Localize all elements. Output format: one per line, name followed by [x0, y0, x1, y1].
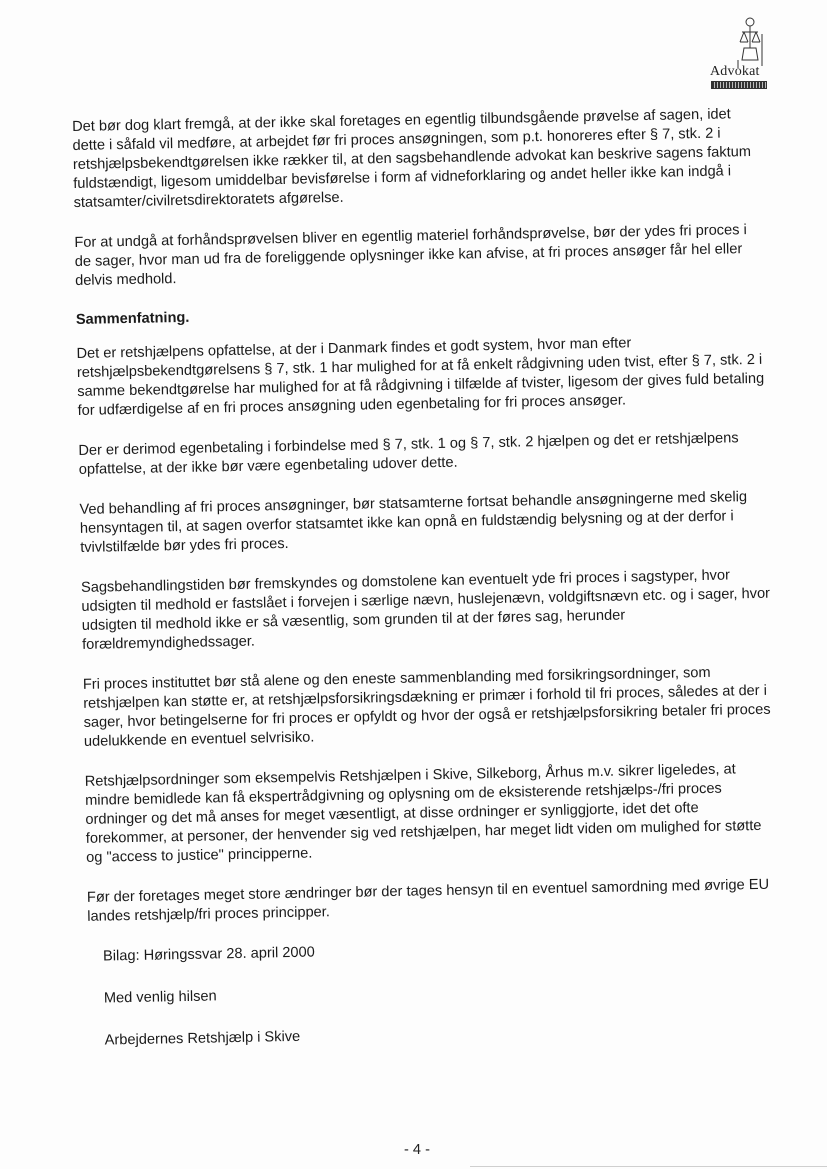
logo-band [711, 81, 767, 89]
footer-rule [470, 1166, 827, 1167]
sender-name: Arbejdernes Retshjælp i Skive [104, 1028, 301, 1049]
body-paragraph: For at undgå at forhåndsprøvelsen bliver en egentlig materiel forhåndsprøvelse, bør der ydes fri proces i de sager, hvor man ud fra de foreliggende oplysninger ikke kan afvise, at fri proces ansøger får hel eller delvis medhold. [74, 222, 747, 289]
summary-paragraph: Det er retshjælpens opfattelse, at der i Danmark findes et godt system, hvor man efter retshjælpsbekendtgørelsens § 7, stk. 1 har mulighed for at få enkelt rådgivning uden tvist, efter § 7, stk. 2 i samme bekendtgørelse har mulighed for at få rådgivning i tilfælde af tvister, ligesom der gives fuld betaling for udfærdigelse af en fri proces ansøgning uden egenbetaling for fri proces ansøger. [76, 335, 765, 419]
closing-greeting: Med venlig hilsen [103, 988, 217, 1007]
section-heading: Sammenfatning. [75, 309, 190, 328]
logo-text: Advokat [710, 64, 760, 79]
summary-paragraph: Der er derimod egenbetaling i forbindelse med § 7, stk. 1 og § 7, stk. 2 hjælpen og det er retshjælpens opfattelse, at der ikke bør være egenbetaling udover dette. [78, 430, 739, 478]
summary-paragraph: Ved behandling af fri proces ansøgninger, bør statsamterne fortsat behandle ansøgningerne med skelig hensyntagen til, at sagen overfor statsamtet ikke kan opnå en fuldstændig belysning og at der derfor i tvivlstilfælde bør ydes fri proces. [79, 489, 748, 556]
summary-paragraph: Sagsbehandlingstiden bør fremskyndes og domstolene kan eventuelt yde fri proces i sagstyper, hvor udsigten til medhold er fastslået i forvejen i særlige nævn, huslejenævn, voldgiftsnævn etc. og i sager, hvor udsigten til medhold ikke er så væsentlig, som grunden til at der føres sag, herunder forældremyndighedssager. [80, 567, 771, 653]
letter-body [72, 105, 780, 1074]
summary-paragraph: Fri proces instituttet bør stå alene og den eneste sammenblanding med forsikringsordninger, som retshjælpen kan støtte er, at retshjælpsforsikringsdækning er primær i forhold til fri proces, således at der i sager, hvor betingelserne for fri proces er opfyldt og hvor der også er retshjælpsforsikring betaler fri proces udelukkende en eventuel selvrisiko. [82, 664, 771, 750]
summary-paragraph: Retshjælpsordninger som eksempelvis Retshjælpen i Skive, Silkeborg, Århus m.v. sikrer ligeledes, at mindre bemidlede kan få ekspertrådgivning og oplysning om de eksisterende retshjælps-/fri proces ordninger og det må anses for meget væsentligt, at disse ordninger er synliggjorte, idet det ofte forekommer, at personer, der henvender sig ved retshjælpen, har meget lidt viden om mulighed for støtte og "access to justice" principperne. [84, 761, 762, 866]
attachment-line: Bilag: Høringssvar 28. april 2000 [102, 944, 315, 965]
body-paragraph: Det bør dog klart fremgå, at der ikke skal foretages en egentlig tilbundsgående prøvelse af sagen, idet dette i såfald vil medføre, at arbejdet før fri proces ansøgningen, som p.t. honoreres efter § 7, stk. 2 i retshjælpsbekendtgørelsen ikke rækker til, at den sagsbehandlende advokat kan beskrive sagens faktum fuldstændigt, ligesom umiddelbar bevisførelse i form af vidneforklaring og andet heller ikke kan indgå i statsamter/civilretsdirektoratets afgørelse. [72, 106, 752, 211]
summary-paragraph: Før der foretages meget store ændringer bør der tages hensyn til en eventuel samordning med øvrige EU landes retshjælp/fri proces principper. [86, 876, 770, 925]
advokat-logo [704, 14, 788, 90]
page-number: - 4 - [404, 1142, 430, 1158]
